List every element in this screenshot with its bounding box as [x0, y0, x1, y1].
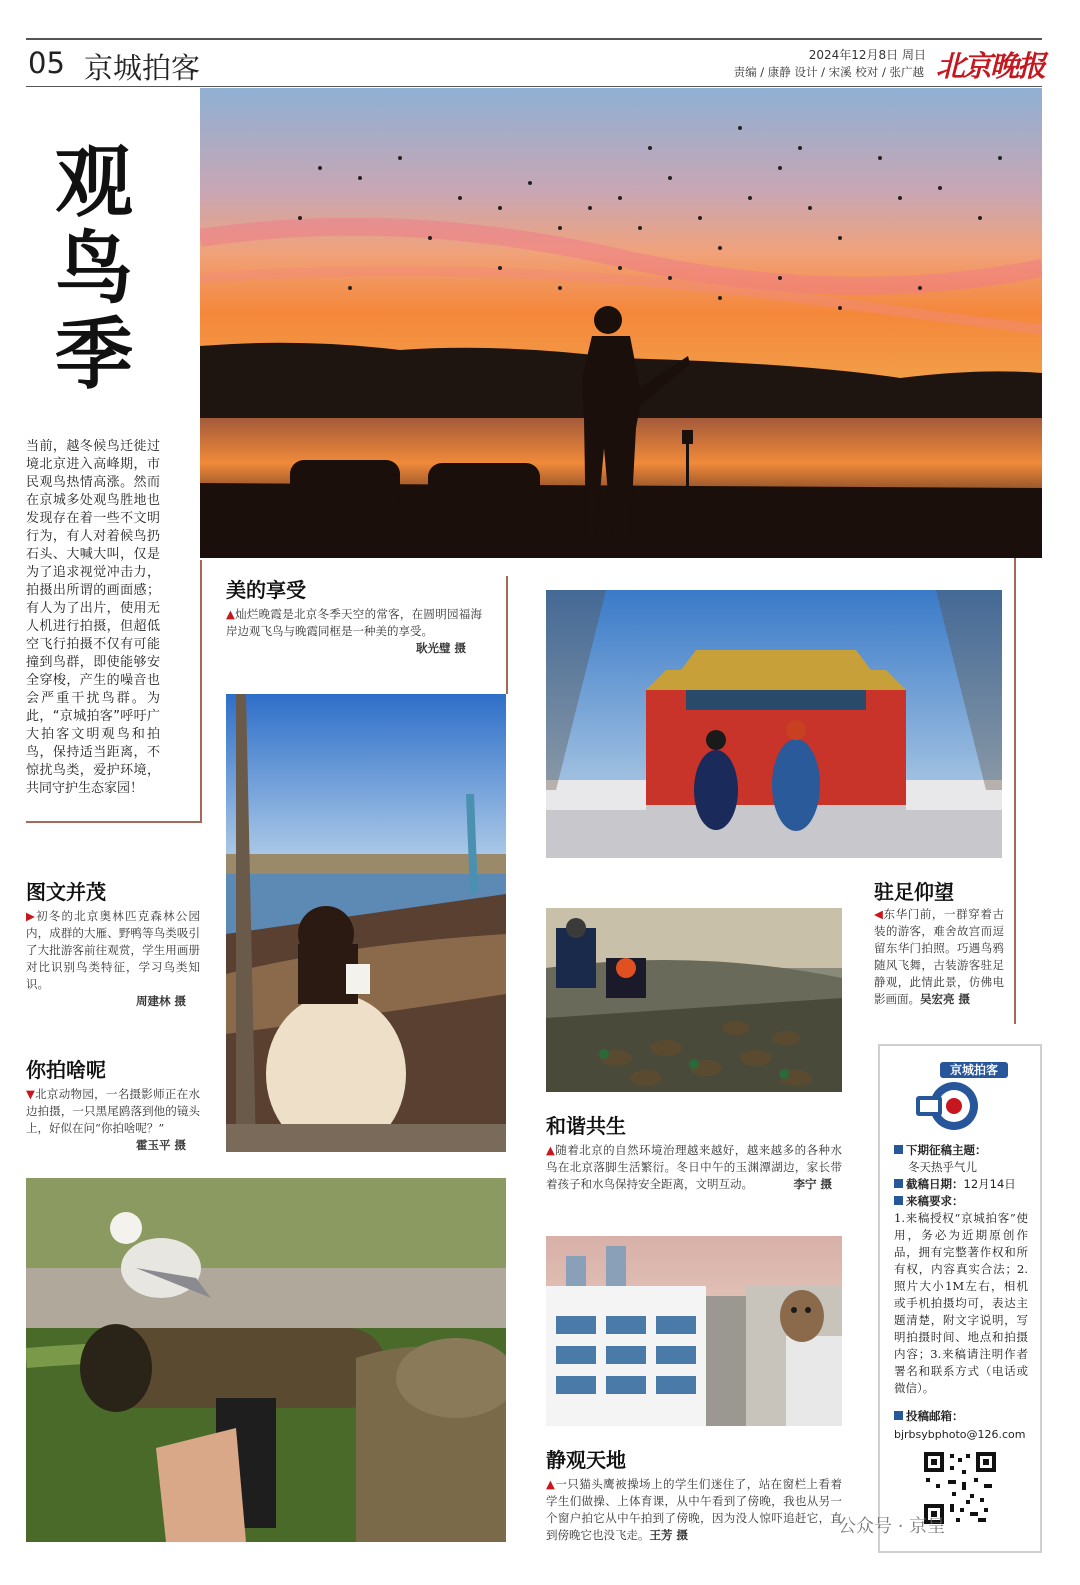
bullet-icon: [894, 1145, 903, 1154]
theme-value: 冬天热乎气儿: [908, 1160, 977, 1174]
top-rule: [26, 38, 1042, 40]
gull-on-lens-photo: [26, 1178, 506, 1542]
photo-credit: 吴宏亮 摄: [920, 992, 971, 1006]
triangle-icon: ▼: [26, 1087, 36, 1101]
title-char: 季: [54, 309, 133, 400]
bullet-icon: [894, 1179, 903, 1188]
caption-text: 一只猫头鹰被操场上的学生们迷住了，站在窗栏上看着学生们做操、上体育课，从中午看到了傍晚，我也从另一个窗户拍它从中午拍到了傍晚，因为没人惊吓追赶它，直到傍晚它也没飞走。: [546, 1477, 842, 1542]
caption-tuwen: [26, 908, 200, 1010]
photo-credit: 周建林 摄: [135, 994, 186, 1008]
photo-credit: 霍玉平 摄: [135, 1138, 186, 1152]
masthead-rule: [26, 86, 1042, 87]
sunset-photo: [200, 88, 1042, 558]
caption-hexie: [546, 1142, 842, 1193]
requirements-text: 1.来稿授权“京城拍客”使用，务必为近期原创作品，拥有完整著作权和所有权，内容真实合法；2.照片大小1M左右，相机或手机拍摄均可，表达主题清楚，附文字说明，写明拍摄时间、地点和拍摄内容；3.来稿请注明作者署名和联系方式（电话或微信）。: [894, 1211, 1028, 1395]
photo-credit: 李宁 摄: [793, 1177, 832, 1191]
headline-meide: 美的享受: [226, 578, 306, 602]
title-char: 观: [54, 137, 133, 228]
palace-gate-photo: [546, 590, 1002, 858]
caption-text: 北京动物园，一名摄影师正在水边拍摄，一只黑尾鸥落到他的镜头上，好似在问“你拍啥呢？”: [26, 1087, 200, 1135]
caption-jingguan: [546, 1476, 842, 1544]
theme-label: 下期征稿主题：: [906, 1143, 987, 1157]
triangle-icon: ▲: [226, 607, 236, 621]
page-number: 05: [28, 46, 65, 80]
caption-text: 随着北京的自然环境治理越来越好，越来越多的各种水鸟在北京落脚生活繁衍。冬日中午的玉渊潭湖边，家长带着孩子和水鸟保持安全距离，文明互动。: [546, 1143, 842, 1191]
caption-nipai: [26, 1086, 200, 1154]
email-address[interactable]: bjrbsybphoto@126.com: [894, 1428, 1026, 1441]
feature-lede: 当前，越冬候鸟迁徙过境北京进入高峰期，市民观鸟热情高涨。然而在京城多处观鸟胜地也发现存在着一些不文明行为，有人对着候鸟扔石头、大喊大叫，仅是为了追求视觉冲击力，拍摄出所谓的画面感；有人为了出片，使用无人机进行拍摄，但超低空飞行拍摄不仅有可能撞到鸟群，即使能够安全穿梭，产生的噪音也会严重干扰鸟群。为此，“京城拍客”呼吁广大拍客文明观鸟和拍鸟，保持适当距离，不惊扰鸟类，爱护环境，共同守护生态家园！: [26, 439, 160, 796]
photo-credit: 耿光璧 摄: [415, 641, 466, 655]
title-char: 鸟: [54, 223, 133, 314]
camera-logo-icon: [910, 1060, 1010, 1134]
email-label: 投稿邮箱：: [906, 1409, 964, 1423]
headline-tuwen: 图文并茂: [26, 880, 106, 904]
requirements-label: 来稿要求：: [906, 1194, 964, 1208]
caption-text: 灿烂晚霞是北京冬季天空的常客，在圆明园福海岸边观飞鸟与晚霞同框是一种美的享受。: [226, 607, 482, 638]
deadline-value: 12月14日: [963, 1177, 1016, 1191]
bullet-icon: [894, 1196, 903, 1205]
newspaper-logo: 北京晚报: [936, 49, 1045, 83]
watermark: 公众号 · 京呈: [838, 1516, 946, 1537]
headline-nipai: 你拍啥呢: [26, 1058, 106, 1082]
caption-text: 东华门前，一群穿着古装的游客，难舍故宫而逗留东华门拍照。巧遇鸟鸦随风飞舞，古装游客驻足静观，此情此景，仿佛电影画面。: [874, 907, 1004, 1006]
submission-callout: [878, 1044, 1042, 1553]
deadline-label: 截稿日期：: [906, 1177, 964, 1191]
column-divider: [506, 576, 508, 694]
issue-date: 2024年12月8日 周日: [808, 48, 926, 62]
ducks-photo: [546, 908, 842, 1092]
logo-text: 京城拍客: [949, 1063, 999, 1077]
triangle-icon: ▶: [26, 909, 37, 923]
bullet-icon: [894, 1411, 903, 1420]
triangle-icon: ▲: [546, 1477, 556, 1491]
triangle-icon: ◀: [874, 907, 884, 921]
right-divider: [1014, 558, 1016, 1024]
girl-reading-photo: [226, 694, 506, 1152]
triangle-icon: ▲: [546, 1143, 556, 1157]
lede-divider: [200, 560, 202, 822]
feature-title: [40, 137, 148, 400]
caption-zhuzu: [874, 906, 1004, 1008]
headline-jingguan: 静观天地: [546, 1448, 626, 1472]
headline-zhuzu: 驻足仰望: [874, 880, 954, 904]
section-name: 京城拍客: [84, 51, 201, 85]
owl-window-photo: [546, 1236, 842, 1426]
headline-hexie: 和谐共生: [546, 1114, 626, 1138]
photo-credit: 王芳 摄: [649, 1528, 689, 1542]
caption-meide: [226, 606, 482, 657]
lede-bottom-rule: [26, 821, 202, 823]
editor-credits: 责编 / 康静 设计 / 宋溪 校对 / 张广越: [733, 65, 924, 79]
caption-text: 初冬的北京奥林匹克森林公园内，成群的大雁、野鸭等鸟类吸引了大批游客前往观赏，学生用画册对比识别鸟类特征，学习鸟类知识。: [26, 909, 200, 991]
